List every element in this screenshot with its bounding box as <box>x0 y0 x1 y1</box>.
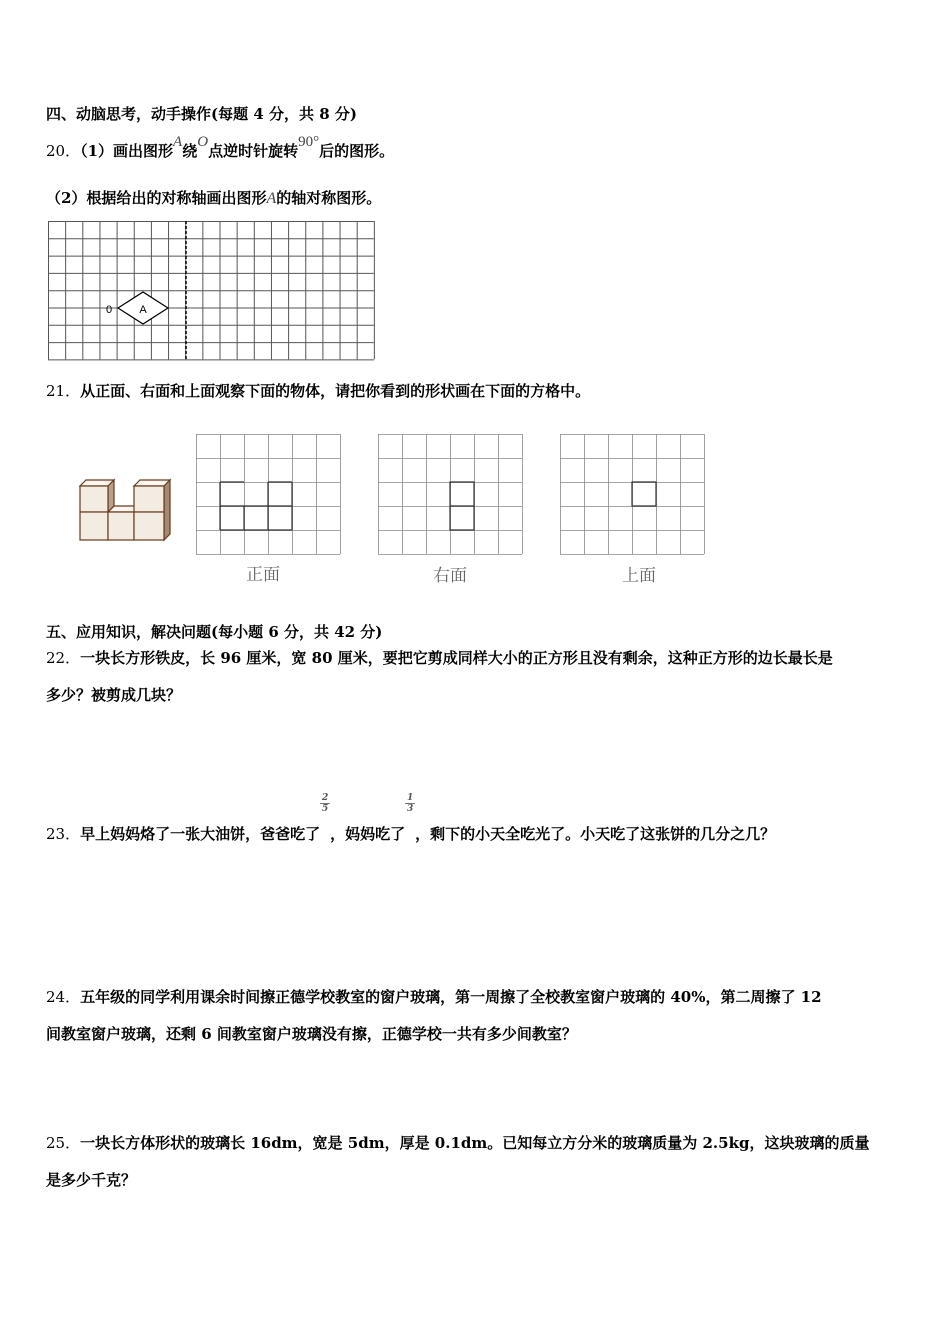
label-front: 正面 <box>246 565 280 585</box>
q23-frac2-num: 1 <box>406 793 414 803</box>
q21-grid-right <box>378 434 526 556</box>
q25-text-1: 一块长方体形状的玻璃长 16dm，宽是 5dm，厚是 0.1dm。已知每立方分米的玻璃质量为 2.5kg，这块玻璃的质量 <box>80 1134 870 1152</box>
q21-text: 从正面、右面和上面观察下面的物体，请把你看到的形状画在下面的方格中。 <box>80 382 591 400</box>
point-o-label: 0 <box>105 304 113 316</box>
q21-grid-front <box>196 434 344 556</box>
q20-part1-b: 绕 <box>182 142 198 160</box>
q21-grid-top <box>560 434 708 556</box>
q25-line1 <box>46 1132 869 1153</box>
q20-number: 20． <box>46 142 81 160</box>
q20-shape-symbol: A <box>173 134 183 150</box>
q23-number: 23． <box>46 825 81 843</box>
q20-part1-a: （1）画出图形 <box>80 142 174 160</box>
q23-fraction-2 <box>405 793 415 814</box>
q22-line2: 多少？被剪成几块？ <box>46 686 182 704</box>
q24-line1 <box>46 986 822 1007</box>
label-right: 右面 <box>433 566 467 586</box>
q20-angle: 90° <box>298 134 320 150</box>
right-view-shape <box>450 482 474 530</box>
section4-title: 四、动脑思考，动手操作(每题 4 分，共 8 分) <box>46 105 357 123</box>
q21-cube-object <box>76 476 176 544</box>
q20-part2-a: （2）根据给出的对称轴画出图形 <box>46 189 267 207</box>
q23-frac2-den: 3 <box>406 804 414 814</box>
q23-text-a: 早上妈妈烙了一张大油饼，爸爸吃了 <box>80 825 321 843</box>
q22-text-1: 一块长方形铁皮，长 96 厘米，宽 80 厘米，要把它剪成同样大小的正方形且没有剩余，这种正方形的边长最长是 <box>80 649 833 667</box>
q20-part1-c: 点逆时针旋转 <box>208 142 299 160</box>
q20-part1-d: 后的图形。 <box>319 142 395 160</box>
front-view-shape <box>220 482 292 530</box>
top-view-shape <box>632 482 656 506</box>
q25-number: 25． <box>46 1134 81 1152</box>
q22-line1 <box>46 647 833 668</box>
q20-part2-b: 的轴对称图形。 <box>276 189 382 207</box>
q21-number: 21． <box>46 382 81 400</box>
q23-frac1-num: 2 <box>321 793 329 803</box>
q20-part1 <box>46 134 395 161</box>
q24-number: 24． <box>46 988 81 1006</box>
q22-number: 22． <box>46 649 81 667</box>
q23-text-c: ，剩下的小天全吃光了。小天吃了这张饼的几分之几？ <box>415 825 776 843</box>
label-top: 上面 <box>622 566 656 586</box>
q20-part2-shape: A <box>266 190 277 207</box>
q20-grid-figure <box>48 221 376 361</box>
q23-question <box>46 793 776 844</box>
shape-a-label: A <box>139 304 147 316</box>
q23-text-b: ，妈妈吃了 <box>330 825 406 843</box>
q20-part2 <box>46 187 381 208</box>
q20-point-symbol: O <box>197 134 209 150</box>
q23-frac1-den: 5 <box>321 804 329 814</box>
q21-question <box>46 380 590 401</box>
section5-title: 五、应用知识，解决问题(每小题 6 分，共 42 分) <box>46 623 383 641</box>
q25-line2: 是多少千克？ <box>46 1171 137 1189</box>
q24-line2: 间教室窗户玻璃，还剩 6 间教室窗户玻璃没有擦，正德学校一共有多少间教室？ <box>46 1025 577 1043</box>
q24-text-1: 五年级的同学利用课余时间擦正德学校教室的窗户玻璃，第一周擦了全校教室窗户玻璃的 40%，第二周擦了 12 <box>80 988 822 1006</box>
q23-fraction-1 <box>320 793 330 814</box>
